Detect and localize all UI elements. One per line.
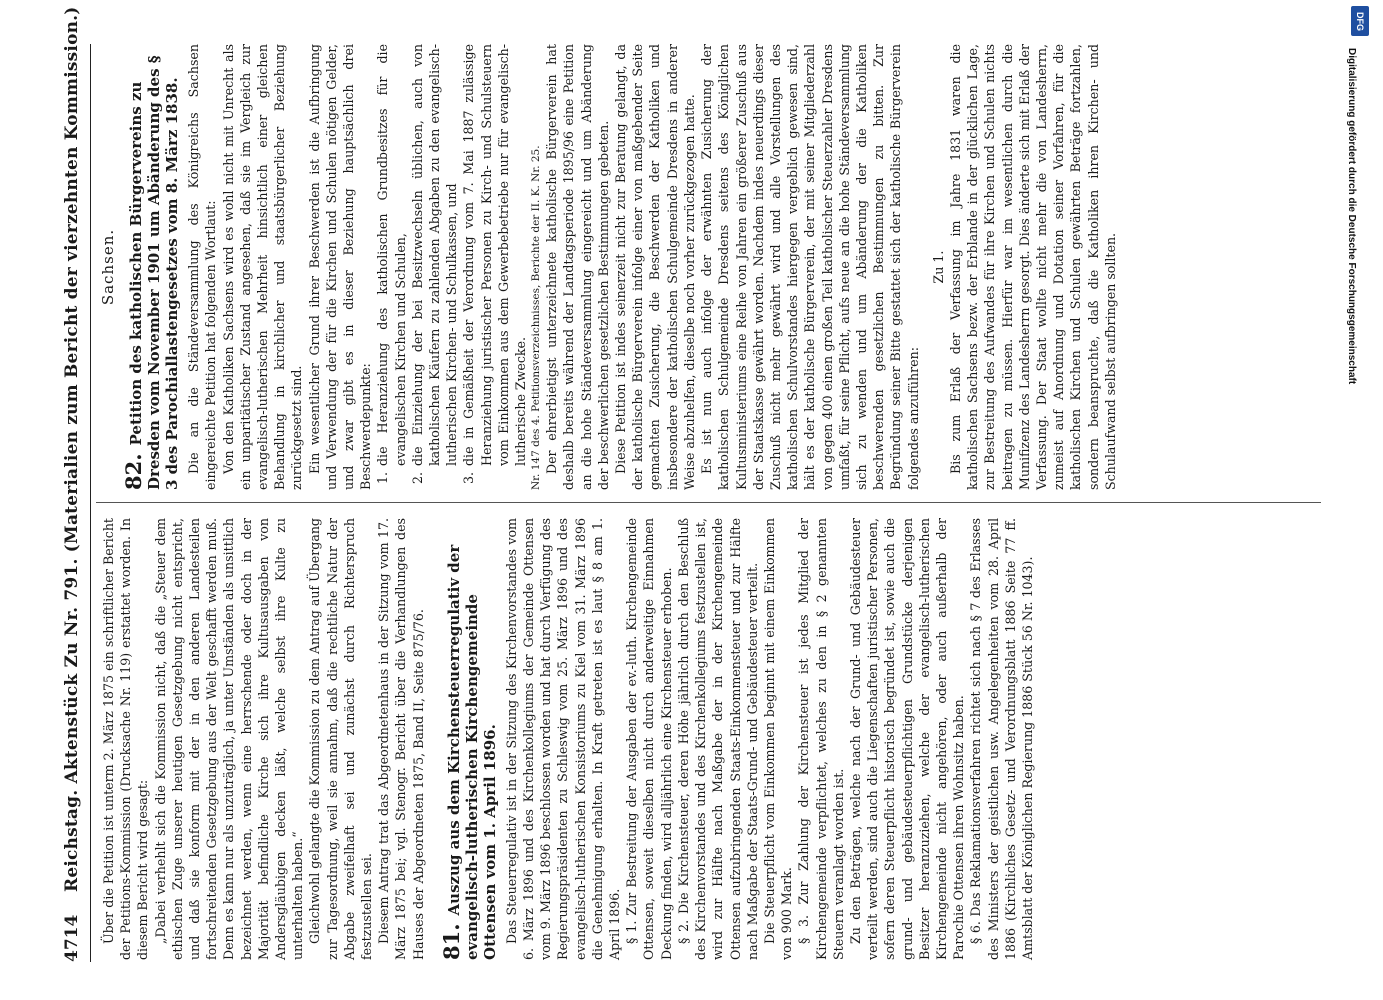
paragraph: Das Steuerregulativ ist in der Sitzung des Kirchenvorstandes vom 6. März 1896 und des Kirchenkollegiums der Gemeinde Ottensen vom 9. März 1896 beschlossen worden und hat durch Verfügung des Regierungspräsidenten zu Schleswig vom 25. März 1896 und des evangelisch-lutherischen Konsistoriums zu Kiel vom 31. März 1896 die Genehmigung erhalten. In Kraft getreten ist es laut § 8 am 1. April 1896. [503,518,623,960]
paragraph: § 6. Das Reklamationsverfahren richtet sich nach § 7 des Erlasses des Ministers der geistlichen usw. Angelegenheiten vom 28. April 1886 (Kirchliches Gesetz- und Verordnungsblatt 1886 Seite 77 ff. Amtsblatt der Königlichen Regierung 1886 Stück 56 Nr. 1043). [968,518,1035,960]
paragraph: Von den Katholiken Sachsens wird es wohl nicht mit Unrecht als ein unparitätischer Zustand angesehen, daß sie im Vergleich zur evangelisch-lutherischen Mehrheit hinsichtlich einer gleichen Behandlung in kirchlicher und staatsbürgerlicher Beziehung zurückgesetzt sind. [220,44,305,490]
section-81-heading [438,518,499,960]
paragraph: Es ist nun auch infolge der erwähnten Zusicherung der katholischen Schulgemeinde Dresdens seitens des Königlichen Kultusministeriums eine Reihe von Jahren ein größerer Zuschuß aus der Staatskasse gewährt worden. Nachdem indes neuerdings dieser Zuschuß nicht mehr gewährt wird und alle Vorstellungen des katholischen Schulvorstandes hiergegen vergeblich gewesen sind, hält es der katholische Bürgerverein, der mit seiner Mitgliederzahl von gegen 400 einen großen Teil katholischer Steuerzahler Dresdens umfaßt, für seine Pflicht, aufs neue an die hohe Ständeversammlung sich zu wenden und um Abänderung der die Katholiken beschwerenden gesetzlichen Bestimmungen zu bitten. Zur Begründung seiner Bitte gestattet sich der katholische Bürgerverein folgendes anzuführen: [699,44,921,490]
section-title: Auszug aus dem Kirchensteuerregulativ der evangelisch-lutherischen Kirchengemeinde Ottensen vom 1. April 1896. [444,544,499,960]
page-header [58,6,91,962]
section-number: 82. [121,453,147,490]
subheading: Zu 1. [930,250,946,284]
paragraph: Zu den Beträgen, welche nach der Grund- und Gebäudesteuer verteilt werden, sind auch die Liegenschaften juristischer Personen, sofern deren Steuerpflicht historisch begründet ist, sowie auch die grund- und gebäudesteuerpflichtigen Grundstücke derjenigen Besitzer heranzuziehen, welche der evangelisch-lutherischen Kirchengemeinde nicht angehören, oder auch außerhalb der Parochie Ottensen ihren Wohnsitz haben. [847,518,967,960]
funding-credit: Digitalisierung gefördert durch die Deutsche Forschungsgemeinschaft [1346,48,1357,385]
dfg-logo-icon: DFG [1351,6,1369,36]
digitization-note [1346,8,1370,992]
paragraph: Die Steuerpflicht vom Einkommen beginnt mit einem Einkommen von 900 Mark. [761,518,795,960]
paragraph: Bis zum Erlaß der Verfassung im Jahre 1831 waren die katholischen Sachsens bezw. der Erblande in der glücklichen Lage, zur Bestreitung des Aufwandes für ihre Kirchen und Schulen nichts beitragen zu müssen. Hierfür war im wesentlichen durch die Munifizenz des Landesherrn gesorgt. Dies änderte sich mit Erlaß der Verfassung. Der Staat wollte nicht mehr die von Landesherrn, zumeist auf Anordnung und Dotation seiner Vorfahren, für die katholischen Kirchen und Schulen gewährten Beträge fortzahlen, sondern beanspruchte, daß die Katholiken ihren Kirchen- und Schulaufwand selbst aufbringen sollten. [947,44,1118,490]
paragraph: § 3. Zur Zahlung der Kirchensteuer ist jedes Mitglied der Kirchengemeinde verpflichtet, welches zu den in § 2 genannten Steuern veranlagt worden ist. [796,518,846,960]
list-item: 1. die Heranziehung des katholischen Grundbesitzes für die evangelischen Kirchen und Schulen, [375,44,408,484]
list-item: 2. die Einziehung der bei Besitzwechseln üblichen, auch von katholischen Käufern zu zahlenden Abgaben zu den evangelisch-lutherischen Kirchen- und Schulkassen, und [409,44,460,484]
running-title: Reichstag. Aktenstück Zu Nr. 791. (Materialien zum Bericht der vierzehnten Kommission.) [62,6,82,892]
paragraph: § 1. Zur Bestreitung der Ausgaben der ev.-luth. Kirchengemeinde Ottensen, soweit dieselben nicht durch anderweitige Einnahmen Deckung finden, wird alljährlich eine Kirchensteuer erhoben. [624,518,674,960]
paragraph: Der ehrerbietigst unterzeichnete katholische Bürgerverein hat deshalb bereits während der Landtagsperiode 1895/96 eine Petition an die hohe Ständeversammlung eingereicht und um Abänderung der beschwerlichen gesetzlichen Bestimmungen gebeten. [544,44,611,490]
paragraph: Über die Petition ist unterm 2. März 1875 ein schriftlicher Bericht der Petitions-Kommission (Drucksache Nr. 119) erstattet worden. In diesem Bericht wird gesagt: [101,518,151,960]
right-column [100,44,1119,490]
section-title: Petition des katholischen Bürgervereins zu Dresden vom November 1901 um Abänderung des § 3 des Parochiallastengesetzes vom 8. März 1838. [127,55,182,490]
paragraph: Gleichwohl gelangte die Kommission zu dem Antrag auf Übergang zur Tagesordnung, weil sie annahm, daß die rechtliche Natur der Abgabe zweifelhaft sei und zunächst durch Richterspruch festzustellen sei. [307,518,375,960]
paragraph: Ein wesentlicher Grund ihrer Beschwerden ist die Aufbringung und Verwendung der für die Kirchen und Schulen nötigen Gelder, und zwar gibt es in dieser Beziehung hauptsächlich drei Beschwerdepunkte: [306,44,374,490]
paragraph: Diesem Antrag trat das Abgeordnetenhaus in der Sitzung vom 17. März 1875 bei; vgl. Stenogr. Bericht über die Verhandlungen des Hauses der Abgeordneten 1875, Band II, Seite 875/76. [376,518,426,960]
state-heading: Sachsen. [99,228,117,306]
page-number: 4714 [62,914,82,962]
paragraph: § 2. Die Kirchensteuer, deren Höhe jährlich durch den Beschluß des Kirchenvorstandes und des Kirchenkollegiums festzustellen ist, wird zur Hälfte nach Maßgabe der in der Kirchengemeinde Ottensen aufzubringenden Staats-Einkommensteuer und zur Hälfte nach Maßgabe der Staats-Grund- und Gebäudesteuer verteilt. [675,518,760,960]
list-item: 3. die in Gemäßheit der Verordnung vom 7. Mai 1887 zulässige Heranziehung juristischer Personen zu Kirch- und Schulsteuern vom Einkommen aus dem Gewerbebetriebe nur für evangelisch-lutherische Zwecke. [461,44,529,484]
column-divider [96,502,1321,503]
quotation: „Dabei verhehlt sich die Kommission nicht, daß die „Steuer dem ethischen Zuge unserer heutigen Gesetzgebung nicht entspricht, und daß sie konform mit der in den anderen Landesteilen fortschreitenden Gesetzgebung aus der Welt geschafft werden muß. Denn es kann nur als unzuträglich, ja unter Umständen als unsittlich bezeichnet werden, wenn eine herrschende oder doch in der Majorität befindliche Kirche sich ihre Kultusausgaben von Andersgläubigen decken läßt, welche selbst ihre Kulte zu unterhalten haben.“ [152,518,306,960]
paragraph: Die an die Ständeversammlung des Königreichs Sachsen eingereichte Petition hat folgenden Wortlaut: [186,44,219,490]
section-number: 81. [438,923,464,960]
petition-reference: Nr. 147 des 4. Petitionsverzeichnisses, Berichte der II. K. Nr. 25. [530,145,543,490]
paragraph: Diese Petition ist indes seinerzeit nicht zur Beratung gelangt, da der katholische Bürgerverein infolge einer von maßgebender Seite gemachten Zusicherung, die Beschwerden der Katholiken und insbesondere der katholischen Schulgemeinde Dresdens in anderer Weise abzuhelfen, dieselbe noch vorher zurückgezogen hatte. [613,44,697,490]
left-column [100,518,1036,960]
section-82-heading [121,44,182,490]
